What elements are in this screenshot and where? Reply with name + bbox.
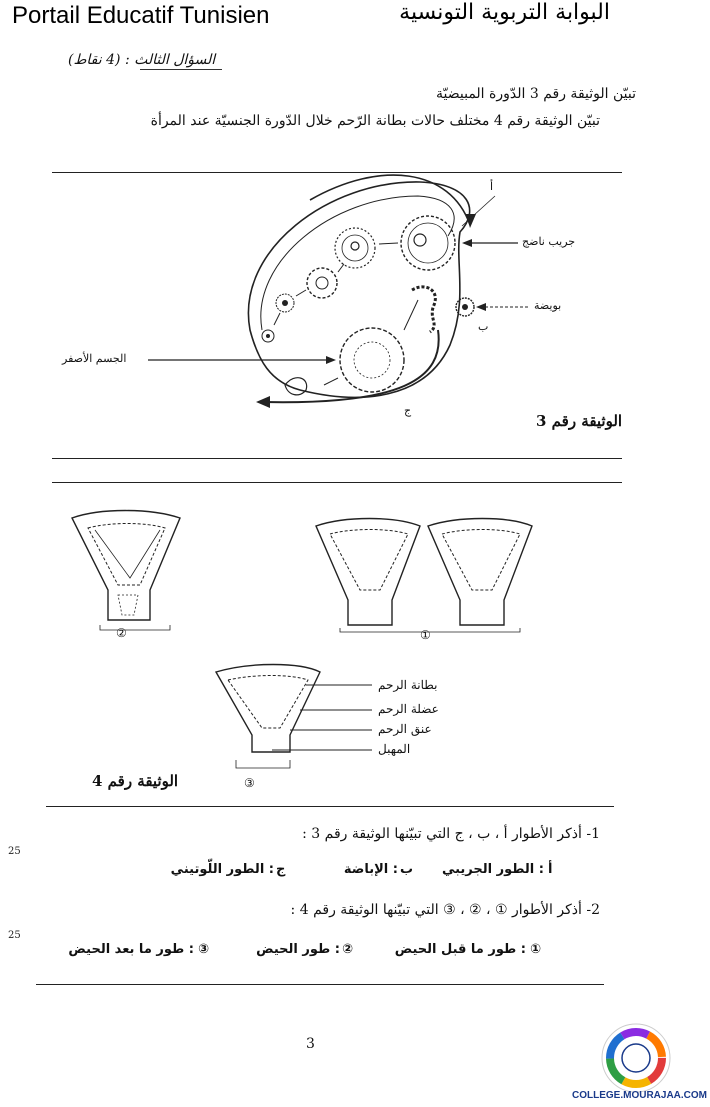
answer-n3-value: : طور ما بعد الحيض: [68, 942, 194, 957]
doc4-num-1: ①: [420, 628, 431, 642]
question-title: السؤال الثالث : (4 نقاط): [68, 52, 216, 68]
label-vagina: المهبل: [378, 742, 411, 756]
doc4-label: الوثيقة رقم 4: [92, 772, 179, 790]
margin-score-2: 25: [8, 930, 21, 941]
margin-score-1: 25: [8, 846, 21, 857]
doc4-num-3: ③: [244, 776, 255, 790]
answer-n2-value: : طور الحيض: [256, 942, 340, 957]
answer-question-1: 1- أذكر الأطوار أ ، ب ، ج التي تبيّنها الوثيقة رقم 3 :: [302, 826, 600, 842]
question-line-1: تبيّن الوثيقة رقم 3 الدّورة المبيضيّة: [436, 86, 636, 102]
label-ovule: بويضة: [534, 299, 562, 312]
answer-c-label: ج: [276, 862, 286, 877]
answer-c-value: : الطور اللّوتيني: [170, 862, 274, 877]
answer-a-value: : الطور الجريبي: [441, 862, 544, 877]
answer-n1-value: : طور ما قبل الحيض: [394, 942, 526, 957]
page-number: 3: [306, 1036, 315, 1052]
label-mature-follicle: جريب ناضج: [522, 235, 576, 248]
header-title-ar: البوابة التربوية التونسية: [399, 0, 610, 25]
doc3-letter-b: ب: [478, 320, 489, 333]
doc3-label: الوثيقة رقم 3: [536, 412, 623, 430]
label-cervix: عنق الرحم: [378, 722, 432, 736]
doc3-letter-c: ج: [404, 404, 412, 417]
label-corpus-luteum: الجسم الأصفر: [62, 352, 127, 365]
question-line-2: تبيّن الوثيقة رقم 4 مختلف حالات بطانة الرّحم خلال الدّورة الجنسيّة عند المرأة: [150, 113, 600, 129]
label-endometrium: بطانة الرحم: [378, 678, 438, 692]
label-uterine-muscle: عضلة الرحم: [378, 702, 439, 716]
answer-n3-label: ③: [198, 942, 210, 957]
answer-b-value: : الإباضة: [343, 862, 398, 877]
header-title-fr: Portail Educatif Tunisien: [12, 2, 270, 29]
answer-question-2: 2- أذكر الأطوار ① ، ② ، ③ التي تبيّنها الوثيقة رقم 4 :: [290, 902, 600, 918]
answer-n2-label: ②: [342, 942, 354, 957]
answer-b-label: ب: [400, 862, 414, 877]
doc3-letter-a: أ: [490, 180, 494, 193]
doc4-num-2: ②: [116, 626, 127, 640]
answer-n1-label: ①: [530, 942, 542, 957]
site-url[interactable]: COLLEGE.MOURAJAA.COM: [572, 1090, 707, 1101]
answer-a-label: أ: [548, 862, 553, 877]
